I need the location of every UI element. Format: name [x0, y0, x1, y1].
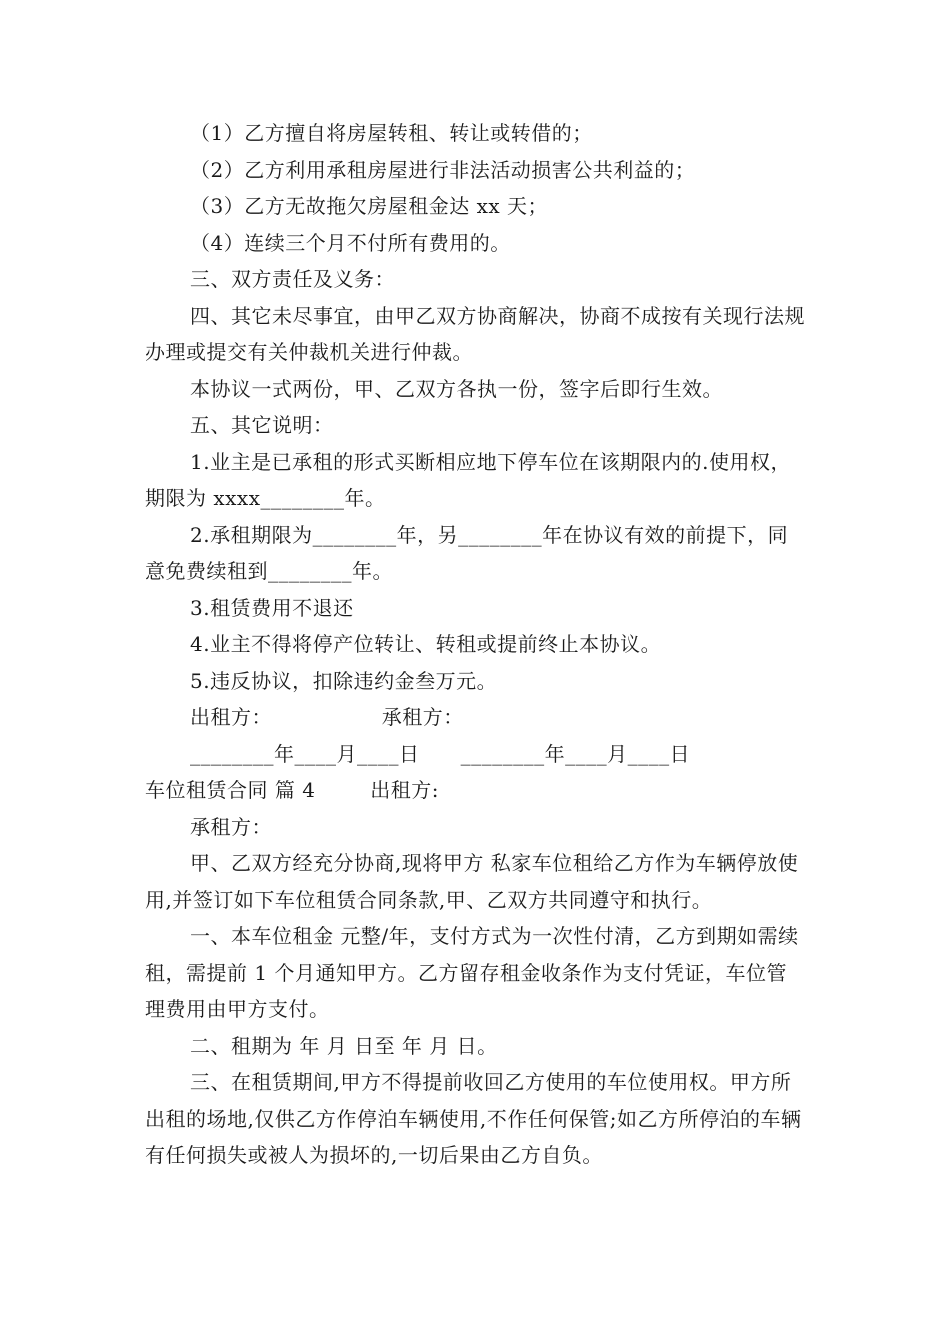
- signature-parties: 出租方： 承租方：: [190, 705, 464, 729]
- section-other-matters: 四、其它未尽事宜，由甲乙双方协商解决，协商不成按有关现行法规办理或提交有关仲裁机关进行仲裁。: [145, 303, 805, 364]
- note-2: 2.承租期限为________年，另________年在协议有效的前提下，同意免费续租到________年。: [145, 522, 789, 583]
- note-4: 4.业主不得将停产位转让、转租或提前终止本协议。: [190, 632, 662, 656]
- note-5: 5.违反协议，扣除违约金叁万元。: [190, 668, 498, 693]
- document-body: [145, 115, 805, 1174]
- article-2: 二、租期为 年 月 日至 年 月 日。: [190, 1033, 498, 1058]
- lessee-label: 承租方：: [190, 814, 272, 839]
- preamble: 甲、乙双方经充分协商,现将甲方 私家车位租给乙方作为车辆停放使用,并签订如下车位租赁合同条款,甲、乙双方共同遵守和执行。: [145, 851, 799, 912]
- section-heading-notes: 五、其它说明：: [190, 413, 334, 437]
- note-3: 3.租赁费用不退还: [190, 595, 354, 620]
- signature-dates: ________年____月____日 ________年____月____日: [190, 741, 691, 766]
- note-1: 1.业主是已承租的形式买断相应地下停车位在该期限内的.使用权，期限为 xxxx________年。: [145, 449, 791, 510]
- clause-3: （3）乙方无故拖欠房屋租金达 xx 天；: [190, 194, 548, 218]
- clause-2: （2）乙方利用承租房屋进行非法活动损害公共利益的；: [190, 157, 696, 182]
- clause-4: （4）连续三个月不付所有费用的。: [190, 230, 511, 255]
- article-3: 三、在租赁期间,甲方不得提前收回乙方使用的车位使用权。甲方所出租的场地,仅供乙方作停泊车辆使用,不作任何保管;如乙方所停泊的车辆有任何损失或被人为损坏的,一切后果由乙方自负。: [145, 1070, 802, 1167]
- contract-title: 车位租赁合同 篇 4 出租方:: [145, 778, 440, 802]
- article-1: 一、本车位租金 元整/年，支付方式为一次性付清，乙方到期如需续租，需提前 1 个月通知甲方。乙方留存租金收条作为支付凭证，车位管理费用由甲方支付。: [145, 924, 799, 1021]
- section-heading-responsibilities: 三、双方责任及义务：: [190, 267, 395, 291]
- agreement-copies: 本协议一式两份，甲、乙双方各执一份，签字后即行生效。: [190, 376, 723, 401]
- clause-1: （1）乙方擅自将房屋转租、转让或转借的；: [190, 121, 593, 145]
